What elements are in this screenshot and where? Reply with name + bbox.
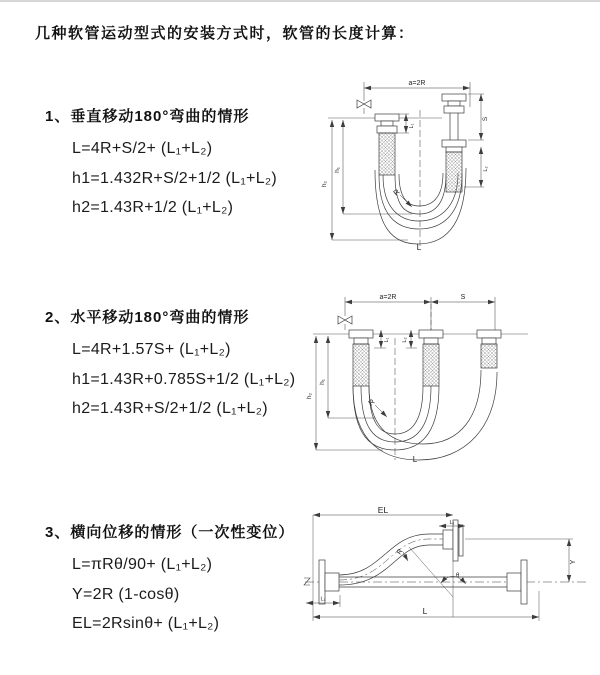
diagram-lateral-displacement xyxy=(303,505,593,630)
dim-label-l2: L₂ xyxy=(483,166,489,172)
dim-label-l1: L₁ xyxy=(409,123,415,129)
right-lower-fitting xyxy=(442,140,466,152)
section-vertical-movement xyxy=(45,105,277,223)
dim-label-s: S xyxy=(482,116,489,122)
right-hose-braid xyxy=(481,344,497,368)
dim-label-l1-top: L₁ xyxy=(449,520,455,526)
left-hose-braid xyxy=(353,344,369,386)
length-label: L xyxy=(412,455,418,464)
left-fitting xyxy=(349,330,373,344)
formula-line: L=4R+1.57S+ (L₁+L₂) xyxy=(72,341,231,358)
right-hose-braid xyxy=(446,152,462,192)
valve-icon xyxy=(338,316,352,324)
dim-label-h2: h₂ xyxy=(321,180,328,188)
dim-label-l1: L₁ xyxy=(384,337,390,343)
length-label: L xyxy=(422,606,428,616)
dim-label-a2r: a=2R xyxy=(379,294,397,301)
section-lateral-displacement xyxy=(45,521,294,639)
right-fitting xyxy=(477,330,501,344)
formula-line: Y=2R (1-cosθ) xyxy=(72,585,180,603)
middle-hose-braid xyxy=(423,344,439,386)
formula-line: h2=1.43R+1/2 (L₁+L₂) xyxy=(72,199,234,216)
section-1-heading: 1、垂直移动180°弯曲的情形 xyxy=(45,108,250,125)
left-hose-braid xyxy=(379,133,395,175)
dim-label-l1-left: L₁ xyxy=(320,596,326,603)
section-2-heading: 2、水平移动180°弯曲的情形 xyxy=(45,309,250,326)
angle-theta-label: θ xyxy=(456,573,460,579)
middle-fitting xyxy=(419,330,443,344)
section-3-heading: 3、横向位移的情形（一次性变位） xyxy=(45,524,295,541)
right-flange xyxy=(507,560,527,604)
formula-line: L=πRθ/90+ (L₁+L₂) xyxy=(72,556,213,573)
radius-label: R xyxy=(395,547,405,557)
dim-label-h1: h₁ xyxy=(319,379,326,385)
radius-label: R xyxy=(366,397,377,408)
formula-line: h1=1.432R+S/2+1/2 (L₁+L₂) xyxy=(72,169,278,187)
formula-line: EL=2Rsinθ+ (L₁+L₂) xyxy=(72,615,220,632)
dim-label-y: Y xyxy=(570,559,577,565)
left-fitting xyxy=(375,114,399,133)
length-label: L xyxy=(416,242,422,252)
section-2-formulas xyxy=(72,335,295,424)
section-3-formulas xyxy=(72,550,294,639)
diagram-horizontal-180-bend xyxy=(303,290,538,464)
break-mark xyxy=(304,578,310,585)
valve-icon xyxy=(357,100,371,108)
dim-label-a2r: a=2R xyxy=(408,80,426,87)
formula-line: h2=1.43R+S/2+1/2 (L₁+L₂) xyxy=(72,400,268,417)
diagram-vertical-180-bend xyxy=(312,74,532,252)
dim-label-h2: h₂ xyxy=(306,392,313,400)
dim-label-s: S xyxy=(460,294,466,301)
page-title: 几种软管运动型式的安装方式时，软管的长度计算： xyxy=(35,25,415,42)
dim-label-h1: h₁ xyxy=(334,167,341,173)
section-1-formulas xyxy=(72,134,277,223)
section-horizontal-movement xyxy=(45,306,295,424)
dim-label-l2: L₂ xyxy=(402,337,408,343)
dim-label-el: EL xyxy=(377,505,389,515)
radius-label: R xyxy=(391,187,402,198)
formula-line: L=4R+S/2+ (L₁+L₂) xyxy=(72,140,213,157)
formula-line: h1=1.43R+0.785S+1/2 (L₁+L₂) xyxy=(72,370,296,388)
right-upper-fitting xyxy=(442,94,466,113)
